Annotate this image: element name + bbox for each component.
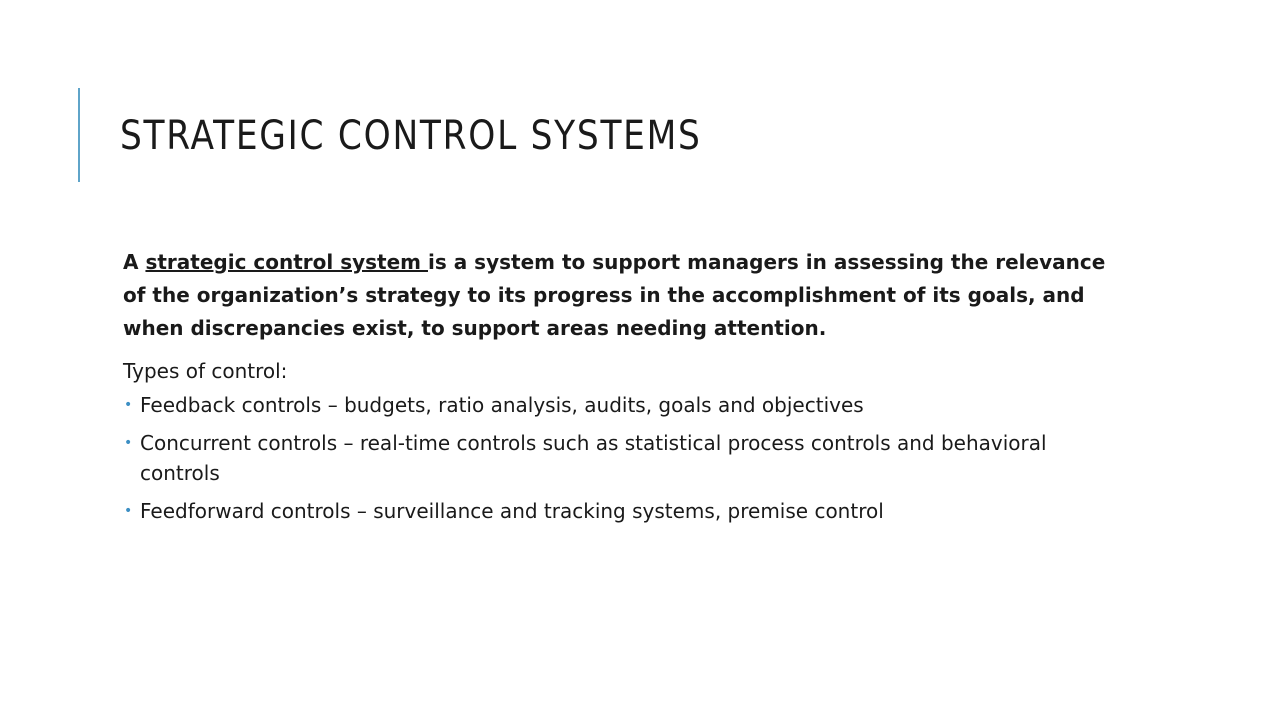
bullet-icon: •: [124, 435, 133, 451]
slide-body: [123, 246, 1123, 534]
types-of-control-label: Types of control:: [123, 359, 288, 383]
slide-title: STRATEGIC CONTROL SYSTEMS: [120, 113, 702, 159]
title-accent-bar: [78, 88, 80, 182]
definition-rest: is a system to support managers in assessing the relevance of the organization’s strategy to its progress in the accomplishment of its goals, and when discrepancies exist, to support areas needing attention.: [123, 250, 1106, 340]
list-item-text: Feedforward controls – surveillance and tracking systems, premise control: [140, 499, 884, 523]
definition-paragraph: [123, 246, 1123, 345]
bullet-icon: •: [124, 397, 133, 413]
list-item-text: Feedback controls – budgets, ratio analysis, audits, goals and objectives: [140, 393, 864, 417]
list-item-feedback: [120, 390, 1123, 420]
control-types-list: [123, 390, 1123, 526]
list-item-text: Concurrent controls – real-time controls such as statistical process controls and behavioral controls: [140, 431, 1047, 485]
definition-term: strategic control system: [145, 250, 428, 274]
list-item-concurrent: [120, 428, 1123, 488]
definition-lead: A: [123, 250, 146, 274]
list-item-feedforward: [120, 496, 1123, 526]
bullet-icon: •: [124, 503, 133, 519]
